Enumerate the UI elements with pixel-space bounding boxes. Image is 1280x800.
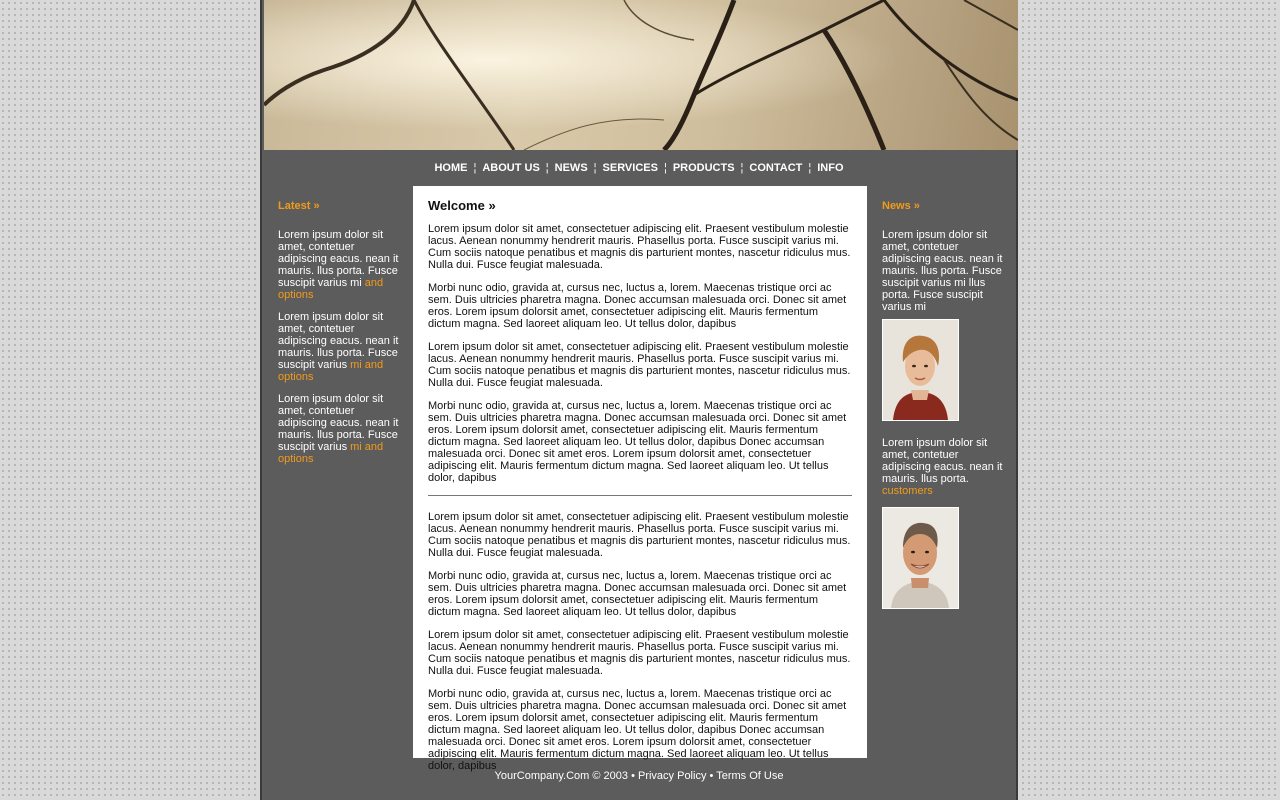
nav-services[interactable]: SERVICES	[602, 162, 658, 174]
main-content	[413, 186, 867, 772]
nav-news[interactable]: NEWS	[554, 162, 588, 174]
latest-heading[interactable]: Latest »	[278, 200, 320, 212]
nav-separator: ¦	[663, 162, 667, 174]
privacy-policy-link[interactable]: Privacy Policy	[637, 770, 707, 782]
nav-products[interactable]: PRODUCTS	[672, 162, 735, 174]
man-photo[interactable]	[882, 507, 959, 609]
latest-item-link[interactable]: and options	[278, 277, 384, 301]
customers-link[interactable]: customers	[882, 485, 933, 497]
nav-home[interactable]: HOME	[434, 162, 468, 174]
news-item	[882, 437, 1004, 497]
latest-item	[278, 393, 400, 465]
content-paragraph: Morbi nunc odio, gravida at, cursus nec, luctus a, lorem. Maecenas tristique orci ac sem. Duis ultricies pharetra magna. Donec accumsan malesuada orci. Donec sit amet eros. Lorem ipsum dolorsit amet, consectetuer adipiscing elit. Mauris fermentum dictum magna. Sed laoreet aliquam leo. Ut tellus dolor, dapibus	[428, 282, 847, 330]
hero-banner-image	[264, 0, 1018, 150]
latest-item-text: Lorem ipsum dolor sit amet, contetuer adipiscing eacus. nean it mauris. llus porta. Fusce suscipit varius mi	[278, 229, 399, 289]
latest-sidebar	[278, 200, 400, 475]
page-title: Welcome »	[428, 198, 496, 213]
nav-contact[interactable]: CONTACT	[749, 162, 803, 174]
content-paragraph: Lorem ipsum dolor sit amet, consectetuer adipiscing elit. Praesent vestibulum molestie lacus. Aenean nonummy hendrerit mauris. Phasellus porta. Fusce suscipit varius mi. Cum sociis natoque penatibus et magnis dis parturient montes, nascetur ridiculus mus. Nulla dui. Fusce feugiat malesuada.	[428, 341, 851, 389]
man-portrait-graphic	[883, 508, 958, 608]
content-paragraph: Morbi nunc odio, gravida at, cursus nec, luctus a, lorem. Maecenas tristique orci ac sem. Duis ultricies pharetra magna. Donec accumsan malesuada orci. Donec sit amet eros. Lorem ipsum dolorsit amet, consectetuer adipiscing elit. Mauris fermentum dictum magna. Sed laoreet aliquam leo. Ut tellus dolor, dapibus	[428, 570, 847, 618]
news-heading[interactable]: News »	[882, 200, 920, 212]
footer-copyright: YourCompany.Com © 2003	[494, 770, 628, 782]
content-paragraph: Lorem ipsum dolor sit amet, consectetuer adipiscing elit. Praesent vestibulum molestie lacus. Aenean nonummy hendrerit mauris. Phasellus porta. Fusce suscipit varius mi. Cum sociis natoque penatibus et magnis dis parturient montes, nascetur ridiculus mus. Nulla dui. Fusce feugiat malesuada.	[428, 511, 851, 559]
content-paragraph: Lorem ipsum dolor sit amet, consectetuer adipiscing elit. Praesent vestibulum molestie lacus. Aenean nonummy hendrerit mauris. Phasellus porta. Fusce suscipit varius mi. Cum sociis natoque penatibus et magnis dis parturient montes, nascetur ridiculus mus. Nulla dui. Fusce feugiat malesuada.	[428, 223, 851, 271]
nav-separator: ¦	[808, 162, 812, 174]
footer-bullet: •	[631, 770, 635, 782]
news-item-text: Lorem ipsum dolor sit amet, contetuer adipiscing eacus. nean it mauris. llus porta.	[882, 437, 1003, 485]
footer-bullet: •	[709, 770, 714, 782]
content-paragraph: Lorem ipsum dolor sit amet, consectetuer adipiscing elit. Praesent vestibulum molestie lacus. Aenean nonummy hendrerit mauris. Phasellus porta. Fusce suscipit varius mi. Cum sociis natoque penatibus et magnis dis parturient montes, nascetur ridiculus mus. Nulla dui. Fusce feugiat malesuada.	[428, 629, 851, 677]
latest-item-text: Lorem ipsum dolor sit amet, contetuer adipiscing eacus. nean it mauris. llus porta. Fusce suscipit varius	[278, 311, 399, 371]
page-container	[260, 0, 1018, 800]
content-paragraph: Morbi nunc odio, gravida at, cursus nec, luctus a, lorem. Maecenas tristique orci ac sem. Duis ultricies pharetra magna. Donec accumsan malesuada orci. Donec sit amet eros. Lorem ipsum dolorsit amet, consectetuer adipiscing elit. Mauris fermentum dictum magna. Sed laoreet aliquam leo. Ut tellus dolor, dapibus Donec accumsan malesuada orci. Donec sit amet eros. Lorem ipsum dolorsit amet, consectetuer adipiscing elit. Mauris fermentum dictum magna. Sed laoreet aliquam leo. Ut tellus dolor, dapibus	[428, 688, 847, 772]
footer	[262, 770, 1016, 782]
nav-separator: ¦	[473, 162, 477, 174]
cracked-earth-graphic	[264, 0, 1018, 150]
latest-item	[278, 311, 400, 383]
nav-separator: ¦	[593, 162, 597, 174]
news-sidebar	[882, 200, 1004, 625]
nav-about-us[interactable]: ABOUT US	[482, 162, 540, 174]
latest-item-link[interactable]: mi and options	[278, 359, 384, 383]
content-paragraph: Morbi nunc odio, gravida at, cursus nec, luctus a, lorem. Maecenas tristique orci ac sem. Duis ultricies pharetra magna. Donec accumsan malesuada orci. Donec sit amet eros. Lorem ipsum dolorsit amet, consectetuer adipiscing elit. Mauris fermentum dictum magna. Sed laoreet aliquam leo. Ut tellus dolor, dapibus Donec accumsan malesuada orci. Donec sit amet eros. Lorem ipsum dolorsit amet, consectetuer adipiscing elit. Mauris fermentum dictum magna. Sed laoreet aliquam leo. Ut tellus dolor, dapibus	[428, 400, 847, 484]
woman-portrait-graphic	[883, 320, 958, 420]
main-navigation	[262, 150, 1016, 186]
latest-item-link[interactable]: mi and options	[278, 441, 384, 465]
nav-info[interactable]: INFO	[817, 162, 844, 174]
woman-photo[interactable]	[882, 319, 959, 421]
latest-item-text: Lorem ipsum dolor sit amet, contetuer adipiscing eacus. nean it mauris. llus porta. Fusce suscipit varius	[278, 393, 399, 453]
news-text: Lorem ipsum dolor sit amet, contetuer adipiscing eacus. nean it mauris. llus porta. Fusce suscipit varius mi llus porta. Fusce suscipit varius mi	[882, 229, 1003, 313]
nav-separator: ¦	[545, 162, 549, 174]
terms-of-use-link[interactable]: Terms Of Use	[716, 770, 784, 782]
latest-item	[278, 229, 400, 301]
content-divider	[428, 495, 852, 496]
nav-separator: ¦	[740, 162, 744, 174]
